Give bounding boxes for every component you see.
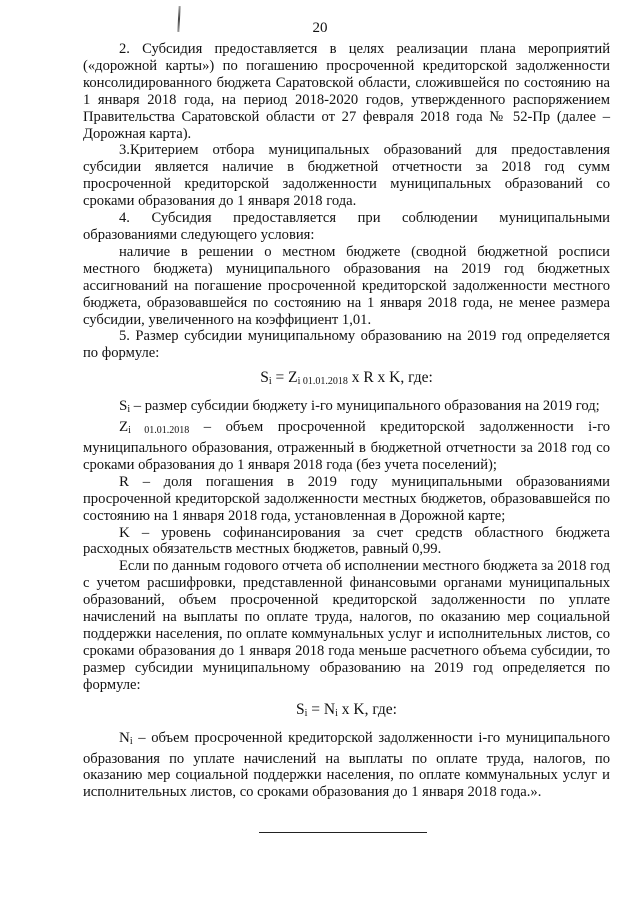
definition-s-text: – размер субсидии бюджету i-го муниципального образования на 2019 год; bbox=[130, 398, 600, 415]
definition-n-subscript: i bbox=[129, 735, 133, 747]
formula-alternative-lhs-subscript: i bbox=[304, 707, 308, 719]
definition-k bbox=[83, 525, 610, 559]
definition-n-text: – объем просроченной кредиторской задолженности i-го муниципального образования по уплате начислений на выплаты по оплате труда, налогов, по оказанию мер социальной поддержки населения, по оплате коммунальных услуг и исполнительных листов, со сроками образования до 1 января 2018 года.». bbox=[83, 729, 610, 801]
definition-r bbox=[83, 474, 610, 525]
document-body bbox=[83, 41, 610, 801]
paragraph-2: 2. Субсидия предоставляется в целях реализации плана мероприятий («дорожной карты») по погашению просроченной кредиторской задолженности консолидированного бюджета Саратовской области, сложившейся по состоянию на 1 января 2018 года, на период 2018-2020 годов, утвержденного распоряжением Правительства Саратовской области от 27 февраля 2018 года № 52-Пр (далее – Дорожная карта). bbox=[83, 41, 610, 142]
paragraph-3: 3.Критерием отбора муниципальных образований для предоставления субсидии является наличие в бюджетной отчетности за 2018 год сумм просроченной кредиторской задолженности муниципальных образований со сроками образования до 1 января 2018 года. bbox=[83, 142, 610, 210]
definition-z bbox=[83, 419, 610, 474]
formula-subsidy-rest: x R x K, где: bbox=[347, 369, 433, 387]
closing-rule bbox=[259, 832, 427, 833]
formula-subsidy-lhs-subscript: i bbox=[268, 376, 272, 388]
formula-subsidy-z-subscript: i 01.01.2018 bbox=[297, 376, 348, 388]
paragraph-if-clause: Если по данным годового отчета об исполнении местного бюджета за 2018 год с учетом расшифровки, представленной финансовыми органами муниципальных образований, объем просроченной кредиторской задолженности по уплате начислений на выплаты по оплате труда, налогов, по оказанию мер социальной поддержки населения, по оплате коммунальных услуг и исполнительных листов, со сроками образования до 1 января 2018 года меньше расчетного объема субсидии, то размер субсидии муниципальному образованию на 2019 год определяется по формуле: bbox=[83, 558, 610, 693]
formula-alternative bbox=[83, 701, 610, 723]
formula-alternative-lhs: S bbox=[296, 700, 305, 718]
definition-n-symbol: N bbox=[119, 729, 130, 746]
definition-s-symbol: S bbox=[119, 398, 128, 415]
definition-r-text: – доля погашения в 2019 году муниципальными образованиями просроченной кредиторской задолженности местных бюджетов, образовавшейся по состоянию на 1 января 2018 года, установленная в Дорожной карте; bbox=[83, 473, 610, 524]
formula-alternative-rest: x K, где: bbox=[337, 700, 397, 718]
formula-alternative-eq: = N bbox=[307, 700, 336, 718]
formula-subsidy-lhs: S bbox=[260, 369, 269, 387]
definition-n bbox=[83, 730, 610, 802]
paragraph-4-condition: наличие в решении о местном бюджете (сводной бюджетной росписи местного бюджета) муниципального образования на 2019 год бюджетных ассигнований на погашение просроченной кредиторской задолженности местного бюджета, образовавшейся по состоянию на 1 января 2018 года, не менее размера субсидии, увеличенного на коэффициент 1,01. bbox=[83, 243, 610, 328]
paragraph-4: 4. Субсидия предоставляется при соблюдении муниципальными образованиями следующего условия: bbox=[83, 210, 610, 243]
definition-z-symbol: Z bbox=[119, 419, 129, 436]
definition-r-symbol: R bbox=[119, 473, 130, 490]
formula-subsidy-eq: = Z bbox=[271, 369, 298, 387]
definition-z-text: – объем просроченной кредиторской задолженности i-го муниципального образования, отраженный в бюджетной отчетности за 2018 год со сроками образования до 1 января 2018 года (без учета поселений); bbox=[83, 419, 610, 473]
formula-subsidy bbox=[83, 369, 610, 391]
definition-z-subscript: i 01.01.2018 bbox=[128, 425, 190, 437]
paragraph-5: 5. Размер субсидии муниципальному образованию на 2019 год определяется по формуле: bbox=[83, 328, 610, 362]
definition-k-text: – уровень софинансирования за счет средств областного бюджета расходных обязательств местных бюджетов, равный 0,99. bbox=[83, 524, 610, 558]
definition-k-symbol: K bbox=[119, 524, 130, 541]
definition-s-subscript: i bbox=[127, 404, 131, 416]
page-number: 20 bbox=[312, 20, 328, 36]
formula-alternative-n-subscript: i bbox=[335, 707, 338, 719]
definition-s bbox=[83, 398, 610, 419]
